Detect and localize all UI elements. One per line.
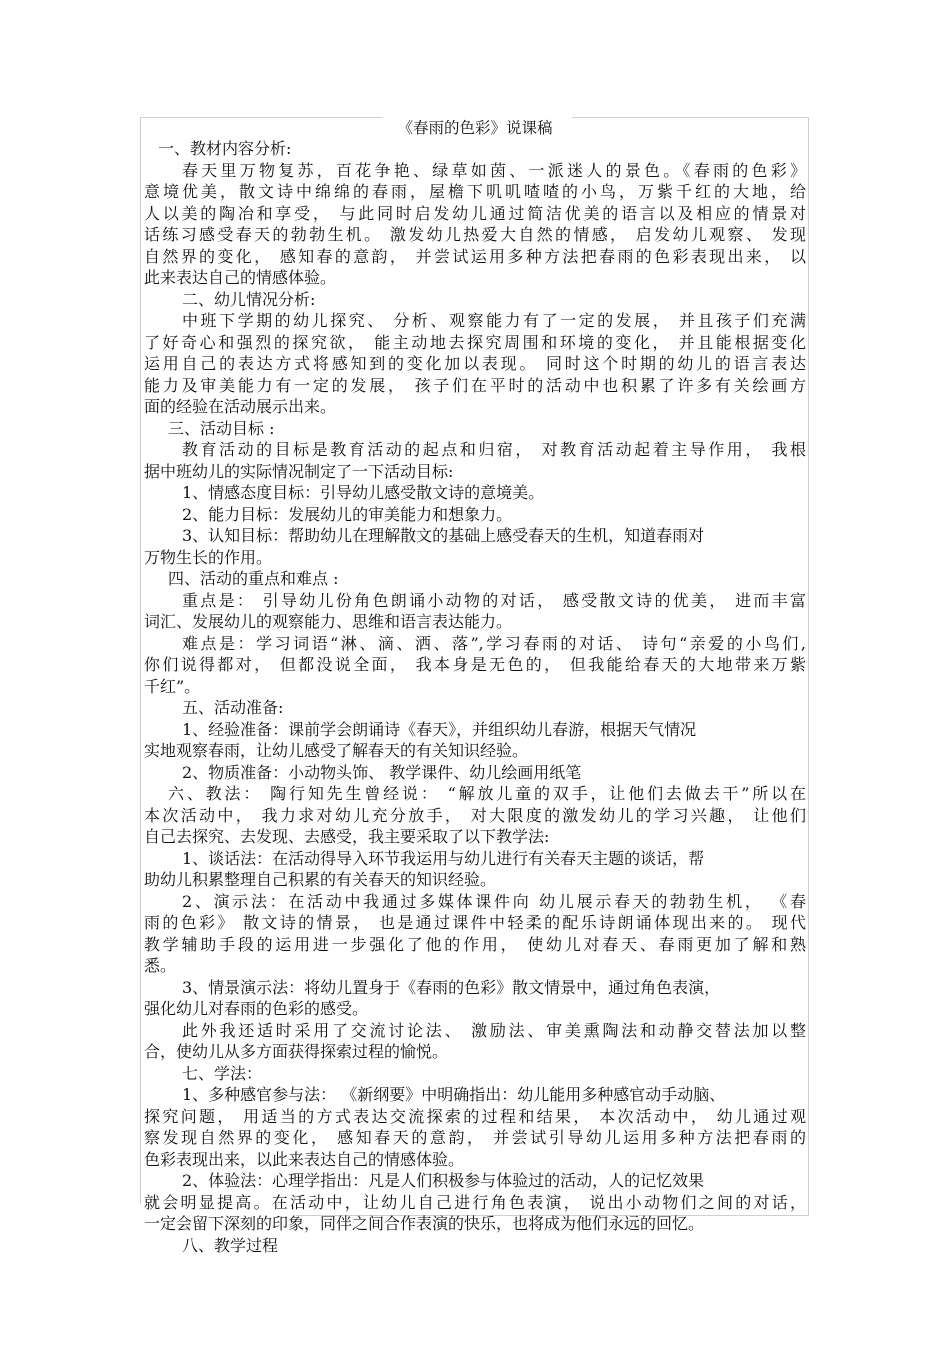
paragraph-line: 自己去探究、去发现、去感受，我主要采取了以下教学法:	[144, 827, 550, 846]
paragraph-line: 色彩表现出来，以此来表达自己的情感体验。	[144, 1149, 465, 1169]
paragraph-line: 一定会留下深刻的印象，同伴之间合作表演的快乐，也将成为他们永远的回忆。	[144, 1214, 705, 1233]
list-item: 2、物质准备：小动物头饰、 教学课件、幼儿绘画用纸笔	[182, 762, 582, 782]
paragraph-line: 春天里万物复苏，百花争艳、绿草如茵、一派迷人的景色。《春雨的色彩》	[182, 160, 806, 180]
paragraph-line: 难点是：学习词语“淋、滴、洒、落”,学习春雨的对话、 诗句“亲爱的小鸟们,	[182, 633, 806, 653]
paragraph-line: 据中班幼儿的实际情况制定了一下活动目标:	[144, 461, 454, 481]
list-item: 1、多种感官参与法： 《新纲要》中明确指出：幼儿能用多种感官动手动脑、	[182, 1085, 726, 1104]
paragraph-line: 人以美的陶冶和享受， 与此同时启发幼儿通过简洁优美的语言以及相应的情景对	[144, 203, 806, 223]
paragraph-line: 面的经验在活动展示出来。	[144, 397, 337, 416]
list-item: 3、情景演示法：将幼儿置身于《春雨的色彩》散文情景中，通过角色表演，	[182, 977, 721, 997]
paragraph-line: 本次活动中， 我力求对幼儿充分放手， 对大限度的激发幼儿的学习兴趣， 让他们	[144, 805, 806, 825]
paragraph-line: 助幼儿积累整理自己积累的有关春天的知识经验。	[144, 870, 497, 889]
paragraph-line: 教学辅助手段的运用进一步强化了他的作用， 使幼儿对春天、春雨更加了解和熟	[144, 934, 806, 954]
list-item: 1、经验准备：课前学会朗诵诗《春天》，并组织幼儿春游，根据天气情况	[182, 719, 697, 739]
paragraph-line: 词汇、发展幼儿的观察能力、思维和语言表达能力。	[144, 612, 513, 631]
paragraph-line: 此来表达自己的情感体验。	[144, 268, 337, 287]
paragraph-line: 合，使幼儿从多方面获得探索过程的愉悦。	[144, 1042, 449, 1061]
paragraph-line: 运用自己的表达方式将感知到的变化加以表现。 同时这个时期的幼儿的语言表达	[144, 354, 806, 373]
paragraph-line: 中班下学期的幼儿探究、 分析、观察能力有了一定的发展， 并且孩子们充满	[182, 311, 806, 330]
list-item: 2、演示法：在活动中我通过多媒体课件向 幼儿展示春天的勃勃生机， 《春	[182, 891, 806, 911]
paragraph-line: 重点是： 引导幼儿份角色朗诵小动物的对话， 感受散文诗的优美， 进而丰富	[182, 590, 806, 610]
section-heading: 一、教材内容分析:	[158, 139, 292, 158]
paragraph-line: 实地观察春雨，让幼儿感受了解春天的有关知识经验。	[144, 741, 529, 760]
section-heading: 三、活动目标 :	[168, 418, 275, 438]
section-heading: 七、学法：	[182, 1063, 263, 1083]
paragraph-line: 察发现自然界的变化， 感知春天的意韵， 并尝试引导幼儿运用多种方法把春雨的	[144, 1128, 806, 1147]
paragraph-line: 了好奇心和强烈的探究欲， 能主动地去探究周围和环境的变化， 并且能根据变化	[144, 332, 806, 352]
paragraph-line: 悉。	[144, 956, 177, 975]
section-heading: 二、幼儿情况分析:	[182, 289, 316, 309]
paragraph-line: 能力及审美能力有一定的发展， 孩子们在平时的活动中也积累了许多有关绘画方	[144, 375, 806, 395]
list-item: 2、能力目标：发展幼儿的审美能力和想象力。	[182, 504, 513, 524]
paragraph-line: 探究问题， 用适当的方式表达交流探索的过程和结果， 本次活动中， 幼儿通过观	[144, 1106, 806, 1126]
paragraph-line: 话练习感受春天的勃勃生机。 激发幼儿热爱大自然的情感， 启发幼儿观察、 发现	[144, 225, 806, 244]
paragraph-line: 千红”。	[144, 676, 201, 696]
section-heading: 四、活动的重点和难点 :	[168, 569, 339, 588]
paragraph-line: 雨的色彩》 散文诗的情景， 也是通过课件中轻柔的配乐诗朗诵体现出来的。 现代	[144, 913, 806, 932]
list-item: 2、体验法：心理学指出：凡是人们积极参与体验过的活动，人的记忆效果	[182, 1171, 705, 1190]
paragraph-line: 意境优美，散文诗中绵绵的春雨，屋檐下叽叽喳喳的小鸟，万紫千红的大地，给	[144, 182, 806, 201]
list-item: 3、认知目标：帮助幼儿在理解散文的基础上感受春天的生机，知道春雨对	[182, 526, 705, 545]
document-body	[144, 138, 806, 1256]
section-heading: 六、教法： 陶行知先生曾经说： “解放儿童的双手，让他们去做去干”所以在	[168, 784, 806, 803]
paragraph-line: 你们说得都对， 但都没说全面， 我本身是无色的， 但我能给春天的大地带来万紫	[144, 655, 806, 674]
paragraph-line: 就会明显提高。在活动中，让幼儿自己进行角色表演， 说出小动物们之间的对话，	[144, 1192, 806, 1212]
paragraph-line: 教育活动的目标是教育活动的起点和归宿， 对教育活动起着主导作用， 我根	[182, 440, 806, 459]
paragraph-line: 自然界的变化， 感知春的意韵， 并尝试运用多种方法把春雨的色彩表现出来， 以	[144, 246, 806, 266]
paragraph-line: 此外我还适时采用了交流讨论法、 激励法、审美熏陶法和动静交替法加以整	[182, 1020, 806, 1040]
section-heading: 八、教学过程	[182, 1235, 279, 1255]
list-item: 1、情感态度目标：引导幼儿感受散文诗的意境美。	[182, 483, 545, 502]
document-title: 《春雨的色彩》说课稿	[397, 119, 553, 137]
paragraph-line: 强化幼儿对春雨的色彩的感受。	[144, 999, 369, 1018]
section-heading: 五、活动准备:	[182, 698, 284, 717]
paragraph-line: 万物生长的作用。	[144, 547, 273, 567]
list-item: 1、谈话法：在活动得导入环节我运用与幼儿进行有关春天主题的谈话，帮	[182, 848, 705, 868]
